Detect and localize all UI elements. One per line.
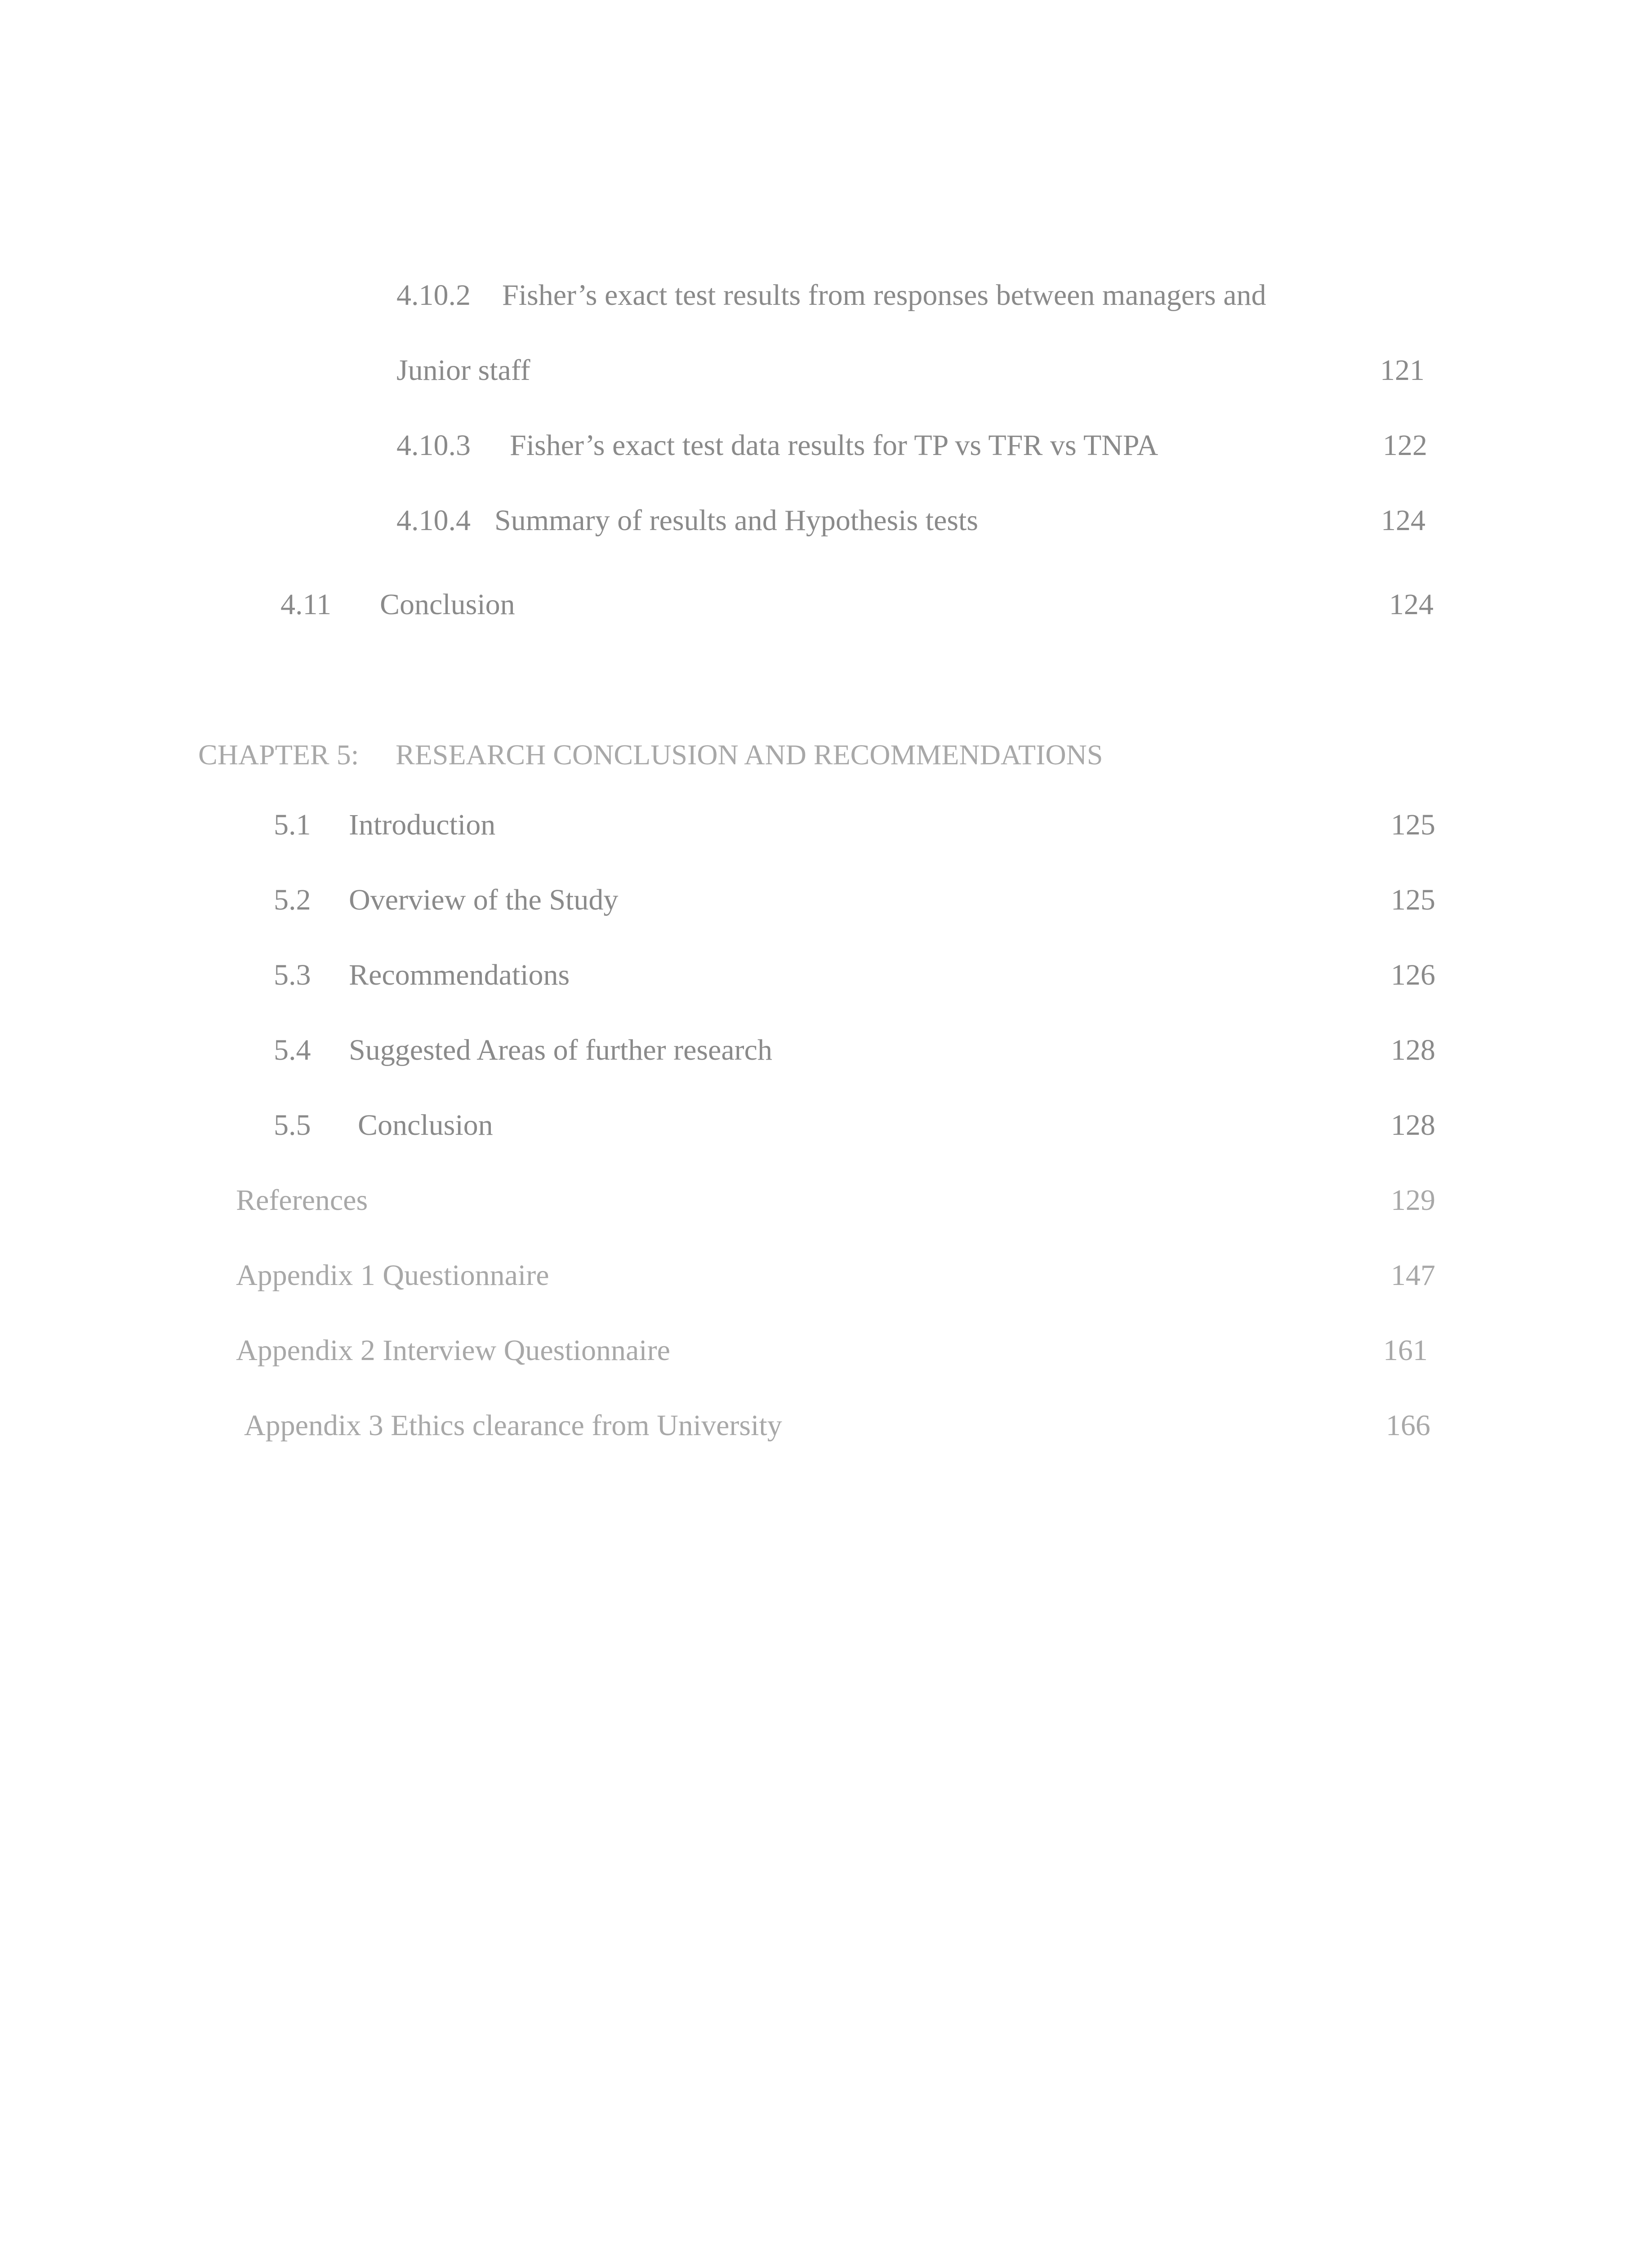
toc-appendix-3-page: 166: [1386, 1409, 1430, 1442]
toc-5-1-number: 5.1: [274, 808, 311, 841]
toc-5-3-number: 5.3: [274, 959, 311, 991]
toc-5-2-title: Overview of the Study: [349, 883, 619, 916]
toc-5-1-page: 125: [1391, 808, 1435, 841]
toc-appendix-3-title: Appendix 3 Ethics clearance from University: [244, 1409, 782, 1442]
toc-4-10-4-number: 4.10.4: [396, 504, 471, 537]
toc-5-5-page: 128: [1391, 1109, 1435, 1142]
toc-5-4-title: Suggested Areas of further research: [349, 1034, 772, 1066]
toc-5-3-title: Recommendations: [349, 959, 570, 991]
toc-5-5-title: Conclusion: [358, 1109, 493, 1142]
toc-appendix-1-page: 147: [1391, 1259, 1435, 1292]
toc-5-5-number: 5.5: [274, 1109, 311, 1142]
toc-4-10-3-number: 4.10.3: [396, 429, 471, 462]
toc-5-2-number: 5.2: [274, 883, 311, 916]
toc-4-10-4-page: 124: [1381, 504, 1425, 537]
toc-4-10-3-page: 122: [1383, 429, 1427, 462]
toc-4-10-3-title: Fisher’s exact test data results for TP vs TFR vs TNPA: [510, 429, 1158, 462]
toc-4-10-2-title-line2: Junior staff: [396, 354, 530, 387]
toc-4-11-page: 124: [1389, 588, 1434, 621]
toc-appendix-2-page: 161: [1383, 1334, 1428, 1367]
chapter-5-label: CHAPTER 5:: [198, 739, 359, 771]
toc-5-1-title: Introduction: [349, 808, 496, 841]
toc-references-title: References: [236, 1184, 368, 1217]
toc-4-10-4-title: Summary of results and Hypothesis tests: [494, 504, 979, 537]
toc-4-10-2-number: 4.10.2: [396, 279, 471, 312]
toc-4-10-2-page: 121: [1380, 354, 1425, 387]
toc-appendix-2-title: Appendix 2 Interview Questionnaire: [236, 1334, 670, 1367]
toc-5-4-number: 5.4: [274, 1034, 311, 1066]
chapter-5-title: RESEARCH CONCLUSION AND RECOMMENDATIONS: [396, 739, 1103, 771]
toc-4-11-number: 4.11: [281, 588, 332, 621]
toc-5-2-page: 125: [1391, 883, 1435, 916]
toc-5-3-page: 126: [1391, 959, 1435, 991]
toc-4-11-title: Conclusion: [380, 588, 515, 621]
toc-4-10-2-title-line1: Fisher’s exact test results from responses between managers and: [502, 279, 1266, 312]
toc-references-page: 129: [1391, 1184, 1435, 1217]
toc-appendix-1-title: Appendix 1 Questionnaire: [236, 1259, 549, 1292]
toc-5-4-page: 128: [1391, 1034, 1435, 1066]
